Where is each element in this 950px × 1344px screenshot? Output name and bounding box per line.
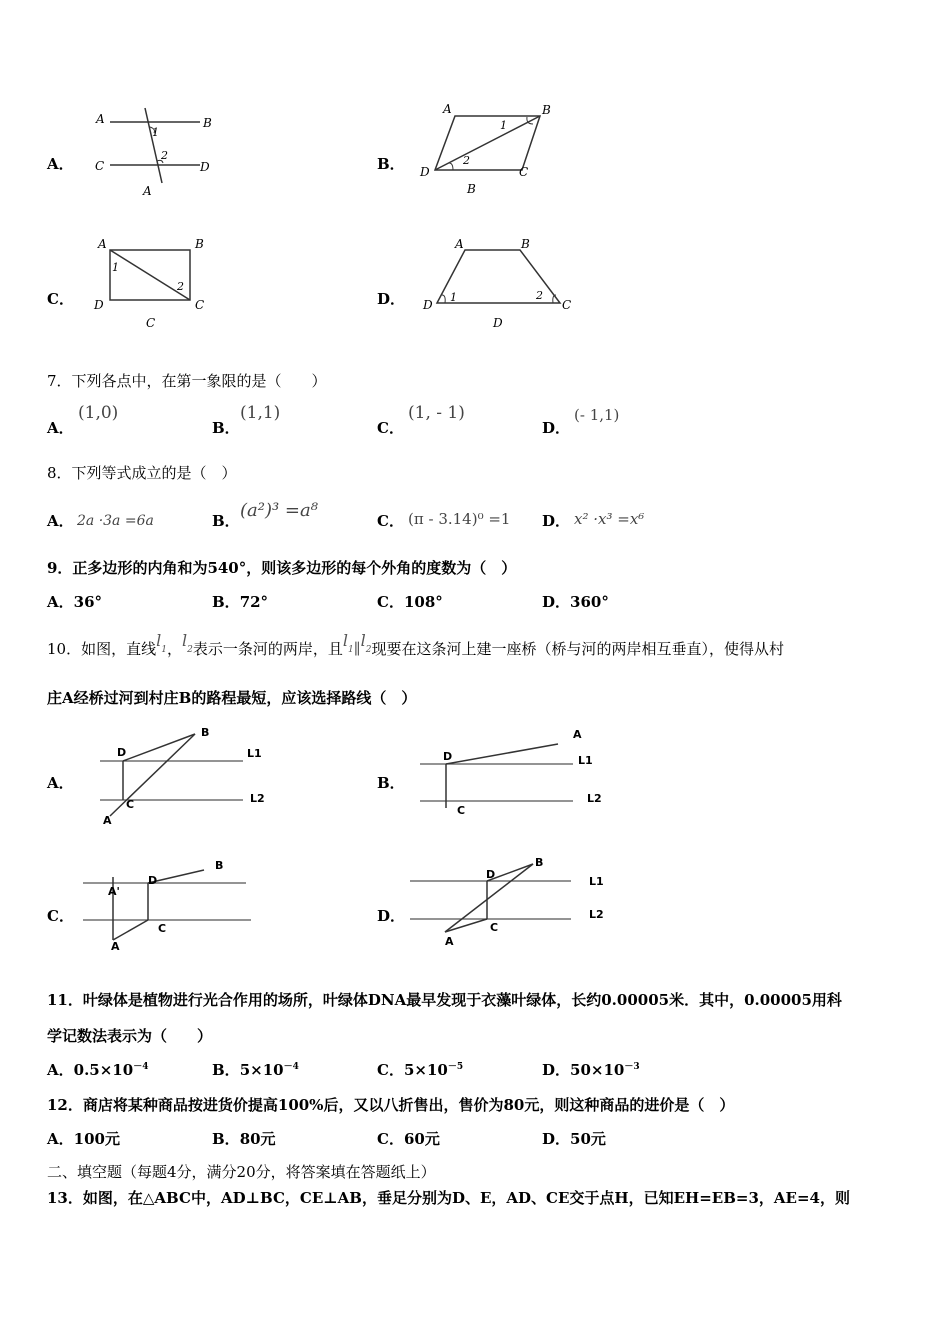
q9-option-b-letter: B． xyxy=(212,593,240,611)
q6-a-caption: A xyxy=(143,184,152,198)
q11-option-a xyxy=(47,1059,148,1080)
q11-option-d-letter: D． xyxy=(542,1061,571,1079)
q10-c-label: D xyxy=(148,874,158,887)
q6-option-c-letter: C． xyxy=(47,290,74,308)
q6-c-label: D xyxy=(94,298,104,312)
l1-subscript: 1 xyxy=(347,645,354,655)
q11-option-c-letter: C． xyxy=(377,1061,404,1079)
q10-d-label: A xyxy=(445,935,454,948)
q6-figure-a xyxy=(90,103,230,198)
q13-stem: 13．如图，在△ABC中，AD⊥BC，CE⊥AB，垂足分别为D、E，AD、CE交于点H，已知EH=EB=3，AE=4，则 xyxy=(47,1189,850,1207)
q10-b-label: D xyxy=(443,750,453,763)
q11-option-b-letter: B． xyxy=(212,1061,240,1079)
q10-option-d-letter: D． xyxy=(377,907,406,925)
l2-subscript: 2 xyxy=(187,645,193,655)
l2-subscript: 2 xyxy=(365,645,372,655)
q6-a-label: 1 xyxy=(152,126,159,139)
q7-option-b-math: (1,1) xyxy=(240,403,281,423)
q7-option-c-letter: C． xyxy=(377,419,404,437)
q6-c-label: B xyxy=(195,237,204,251)
q10-stem-line1 xyxy=(47,631,785,661)
q6-d-label: 2 xyxy=(536,289,543,302)
q12-option-a-text: 100元 xyxy=(73,1130,120,1148)
q6-d-label: B xyxy=(521,237,530,251)
q6-c-label: C xyxy=(195,298,205,312)
q6-d-label: A xyxy=(455,237,464,251)
l1-symbol: l xyxy=(342,631,348,650)
q6-option-d-letter: D． xyxy=(377,290,406,308)
q6-figure-b xyxy=(415,100,565,198)
q7-option-a-letter: A． xyxy=(47,419,74,437)
q12-stem: 12．商店将某种商品按进货价提高100%后，又以八折售出，售价为80元，则这种商品的进价是（ ） xyxy=(47,1096,735,1114)
q6-b-label: 1 xyxy=(500,119,507,132)
q8-stem: 8．下列等式成立的是（ ） xyxy=(47,464,237,482)
q10-a-label: L2 xyxy=(250,792,265,805)
q6-d-label: C xyxy=(562,298,572,312)
q10-a-label: C xyxy=(126,798,135,811)
parallel-symbol: ∥ xyxy=(353,640,361,658)
q8-option-b-letter: B． xyxy=(212,512,240,530)
q6-c-label: 2 xyxy=(177,280,184,293)
q11-option-d-exponent: －3 xyxy=(624,1062,640,1072)
q6-a-label: D xyxy=(200,160,210,174)
q10-d-label: D xyxy=(486,868,496,881)
q8-option-b-math: (a²)³ =a⁸ xyxy=(240,500,318,521)
q6-c-label: 1 xyxy=(112,261,119,274)
q8-option-a-math: 2a ·3a =6a xyxy=(77,513,154,529)
q10-stem-part: ， xyxy=(166,640,182,658)
q6-b-label: C xyxy=(519,165,529,179)
q9-option-c-text: 108° xyxy=(403,593,443,611)
q11-option-b xyxy=(212,1059,299,1080)
q7-option-a-math: (1,0) xyxy=(78,403,119,423)
q9-option-d-text: 360° xyxy=(570,593,609,611)
q10-b-label: L2 xyxy=(587,792,602,805)
q10-c-label: B xyxy=(215,859,224,872)
q7-option-d-math: (- 1,1) xyxy=(574,406,620,424)
q6-a-label: C xyxy=(95,159,105,173)
l1-subscript: 1 xyxy=(161,645,167,655)
q9-option-a xyxy=(47,591,102,612)
q11-option-c-text: 5×10 xyxy=(403,1061,448,1079)
q11-option-c-exponent: －5 xyxy=(447,1062,464,1072)
q6-d-caption: D xyxy=(493,316,503,330)
q10-stem-part: 表示一条河的两岸，且 xyxy=(192,640,343,658)
q10-a-label: D xyxy=(117,746,127,759)
q10-figure-d xyxy=(405,852,625,952)
q10-c-label: C xyxy=(158,922,167,935)
section-heading: 二、填空题（每题4分，满分20分，将答案填在答题纸上） xyxy=(47,1163,436,1181)
q10-stem-part: 现要在这条河上建一座桥（桥与河的两岸相互垂直），使得从村 xyxy=(371,640,785,658)
q12-option-d xyxy=(542,1128,606,1149)
q9-option-d xyxy=(542,591,609,612)
q11-option-a-text: 0.5×10 xyxy=(73,1061,134,1079)
l2-symbol: l xyxy=(360,631,366,650)
q8-option-d-letter: D． xyxy=(542,512,571,530)
q12-option-c-letter: C． xyxy=(377,1130,404,1148)
q6-b-label: 2 xyxy=(463,154,470,167)
q7-option-c-math: (1, - 1) xyxy=(408,403,465,423)
q9-stem: 9．正多边形的内角和为540°，则该多边形的每个外角的度数为（ ） xyxy=(47,559,517,577)
q12-option-c-text: 60元 xyxy=(403,1130,440,1148)
q12-option-a xyxy=(47,1128,120,1149)
q6-d-label: 1 xyxy=(450,291,457,304)
q10-d-label: L2 xyxy=(589,908,604,921)
q10-figure-a xyxy=(95,724,285,829)
q11-option-a-exponent: －4 xyxy=(133,1062,149,1072)
q6-option-b-letter: B． xyxy=(377,155,405,173)
q10-d-label: C xyxy=(490,921,499,934)
q12-option-d-text: 50元 xyxy=(570,1130,606,1148)
q6-c-caption: C xyxy=(146,316,156,330)
q6-figure-d xyxy=(415,235,585,335)
q10-d-label: L1 xyxy=(589,875,604,888)
q9-option-c-letter: C． xyxy=(377,593,404,611)
l1-symbol: l xyxy=(156,631,162,650)
q6-figure-c xyxy=(90,235,220,335)
q6-b-caption: B xyxy=(467,182,476,196)
q6-a-label: 2 xyxy=(161,149,168,162)
q11-option-d-text: 50×10 xyxy=(570,1061,625,1079)
q10-c-label: A' xyxy=(108,885,120,898)
q10-figure-b xyxy=(415,724,615,819)
q7-option-b-letter: B． xyxy=(212,419,240,437)
q6-a-label: B xyxy=(203,116,212,130)
q9-option-a-letter: A． xyxy=(47,593,74,611)
q9-option-d-letter: D． xyxy=(542,593,571,611)
q10-a-label: L1 xyxy=(247,747,262,760)
q12-option-b xyxy=(212,1128,276,1149)
q10-a-label: A xyxy=(103,814,112,827)
q10-c-label: A xyxy=(111,940,120,953)
q7-option-d-letter: D． xyxy=(542,419,571,437)
q11-stem-line1: 11．叶绿体是植物进行光合作用的场所，叶绿体DNA最早发现于衣藻叶绿体，长约0.00005米．其中，0.00005用科 xyxy=(47,991,842,1009)
q6-b-label: B xyxy=(542,103,551,117)
q10-a-label: B xyxy=(201,726,210,739)
l2-symbol: l xyxy=(181,631,188,650)
q6-b-label: D xyxy=(420,165,430,179)
q10-b-label: A xyxy=(573,728,582,741)
q9-option-b xyxy=(212,591,268,612)
q6-d-label: D xyxy=(423,298,433,312)
q11-stem-line2: 学记数法表示为（ ） xyxy=(47,1027,213,1045)
q11-option-b-exponent: －4 xyxy=(283,1062,299,1072)
q12-option-b-text: 80元 xyxy=(239,1130,276,1148)
q9-option-a-text: 36° xyxy=(73,593,103,611)
q8-option-c-math: (π - 3.14)⁰ =1 xyxy=(408,510,511,528)
q10-figure-c xyxy=(80,855,260,955)
q12-option-d-letter: D． xyxy=(542,1130,571,1148)
q8-option-c-letter: C． xyxy=(377,512,404,530)
q9-option-b-text: 72° xyxy=(239,593,269,611)
q11-option-d xyxy=(542,1059,640,1080)
q12-option-b-letter: B． xyxy=(212,1130,240,1148)
q10-stem-line2: 庄A经桥过河到村庄B的路程最短，应该选择路线（ ） xyxy=(47,689,417,707)
q10-b-label: C xyxy=(457,804,466,817)
q12-option-a-letter: A． xyxy=(47,1130,74,1148)
q6-a-label: A xyxy=(96,112,105,126)
q10-d-label: B xyxy=(535,856,544,869)
q10-option-b-letter: B． xyxy=(377,774,405,792)
q11-option-a-letter: A． xyxy=(47,1061,74,1079)
q6-option-a-letter: A． xyxy=(47,155,74,173)
q6-c-label: A xyxy=(98,237,107,251)
q8-option-d-math: x² ·x³ =x⁶ xyxy=(574,510,645,528)
q10-b-label: L1 xyxy=(578,754,593,767)
q10-option-a-letter: A． xyxy=(47,774,74,792)
q9-option-c xyxy=(377,591,443,612)
q11-option-b-text: 5×10 xyxy=(239,1061,284,1079)
q11-option-c xyxy=(377,1059,463,1080)
q6-b-label: A xyxy=(443,102,452,116)
q10-stem-part: 10．如图，直线 xyxy=(47,640,157,658)
q10-option-c-letter: C． xyxy=(47,907,74,925)
q7-stem: 7．下列各点中，在第一象限的是（ ） xyxy=(47,372,327,390)
q8-option-a-letter: A． xyxy=(47,512,74,530)
q12-option-c xyxy=(377,1128,440,1149)
